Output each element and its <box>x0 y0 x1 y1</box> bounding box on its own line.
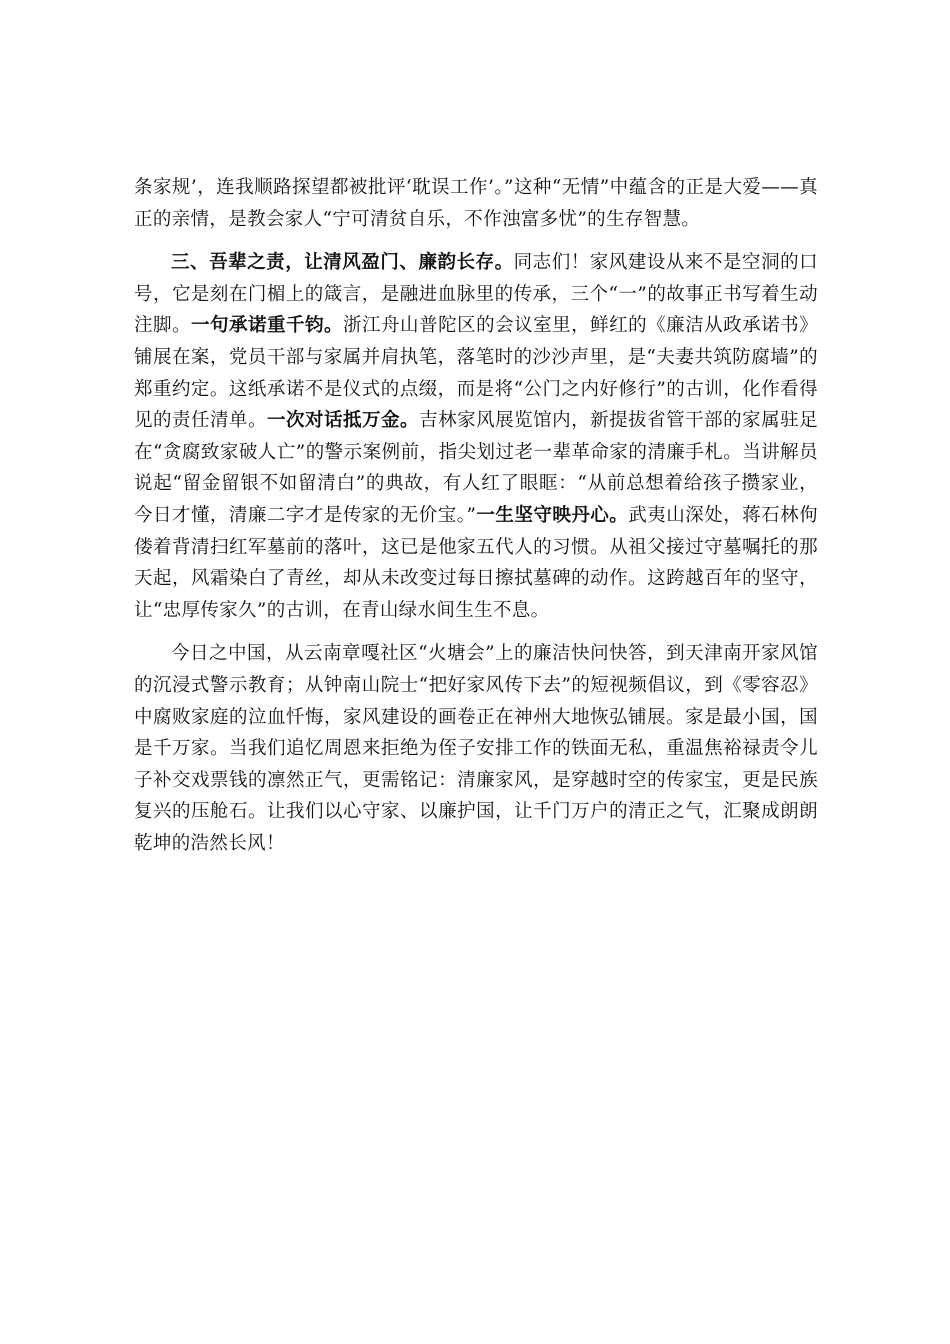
subheading-lifelong: 一生坚守映丹心。 <box>476 504 629 526</box>
paragraph-text: 浙江舟山普陀区的会议室里，鲜红的《廉洁从政承诺书》铺展在案，党员干部与家属并肩执笔，落笔时的沙沙声里，是“夫妻共筑防腐墙”的郑重约定。这纸承诺不是仪式的点缀，而是将“公门之内好修行”的古训，化作看得见的责任清单。 <box>134 315 818 432</box>
paragraph-text: 吉林家风展览馆内，新提拔省管干部的家属驻足在“贪腐致家破人亡”的警示案例前，指尖划过老一辈革命家的清廉手札。当讲解员说起“留金留银不如留清白”的典故，有人红了眼眶：“从前总想着给孩子攒家业，今日才懂，清廉二字才是传家的无价宝。” <box>134 410 818 526</box>
paragraph-text: 今日之中国，从云南章嘎社区“火塘会”上的廉洁快问快答，到天津南开家风馆的沉浸式警示教育；从钟南山院士“把好家风传下去”的短视频倡议，到《零容忍》中腐败家庭的泣血忏悔，家风建设的画卷正在神州大地恢弘铺展。家是最小国，国是千万家。当我们追忆周恩来拒绝为侄子安排工作的铁面无私，重温焦裕禄责令儿子补交戏票钱的凛然正气，更需铭记：清廉家风，是穿越时空的传家宝，更是民族复兴的压舱石。让我们以心守家、以廉护国，让千门万户的清正之气，汇聚成朗朗乾坤的浩然长风！ <box>134 643 818 854</box>
paragraph-section-three <box>134 247 818 626</box>
subheading-promise: 一句承诺重千钧。 <box>191 315 344 337</box>
subheading-dialogue: 一次对话抵万金。 <box>267 410 420 432</box>
paragraph-text: 武夷山深处，蒋石林佝偻着背清扫红军墓前的落叶，这已是他家五代人的习惯。从祖父接过守墓嘱托的那天起，风霜染白了青丝，却从未改变过每日擦拭墓碑的动作。这跨越百年的坚守，让“忠厚传家久”的古训，在青山绿水间生生不息。 <box>134 504 818 621</box>
paragraph-continuation <box>134 172 818 235</box>
section-heading: 三、吾辈之责，让清风盈门、廉韵长存。 <box>171 252 514 274</box>
paragraph-conclusion <box>134 638 818 859</box>
document-body <box>134 172 818 871</box>
paragraph-text: 条家规’，连我顺路探望都被批评‘耽误工作’。”这种“无情”中蕴含的正是大爱——真正的亲情，是教会家人“宁可清贫自乐，不作浊富多忧”的生存智慧。 <box>134 177 818 230</box>
paragraph-text: 同志们！家风建设从来不是空洞的口号，它是刻在门楣上的箴言，是融进血脉里的传承，三个“一”的故事正书写着生动注脚。 <box>134 252 818 337</box>
